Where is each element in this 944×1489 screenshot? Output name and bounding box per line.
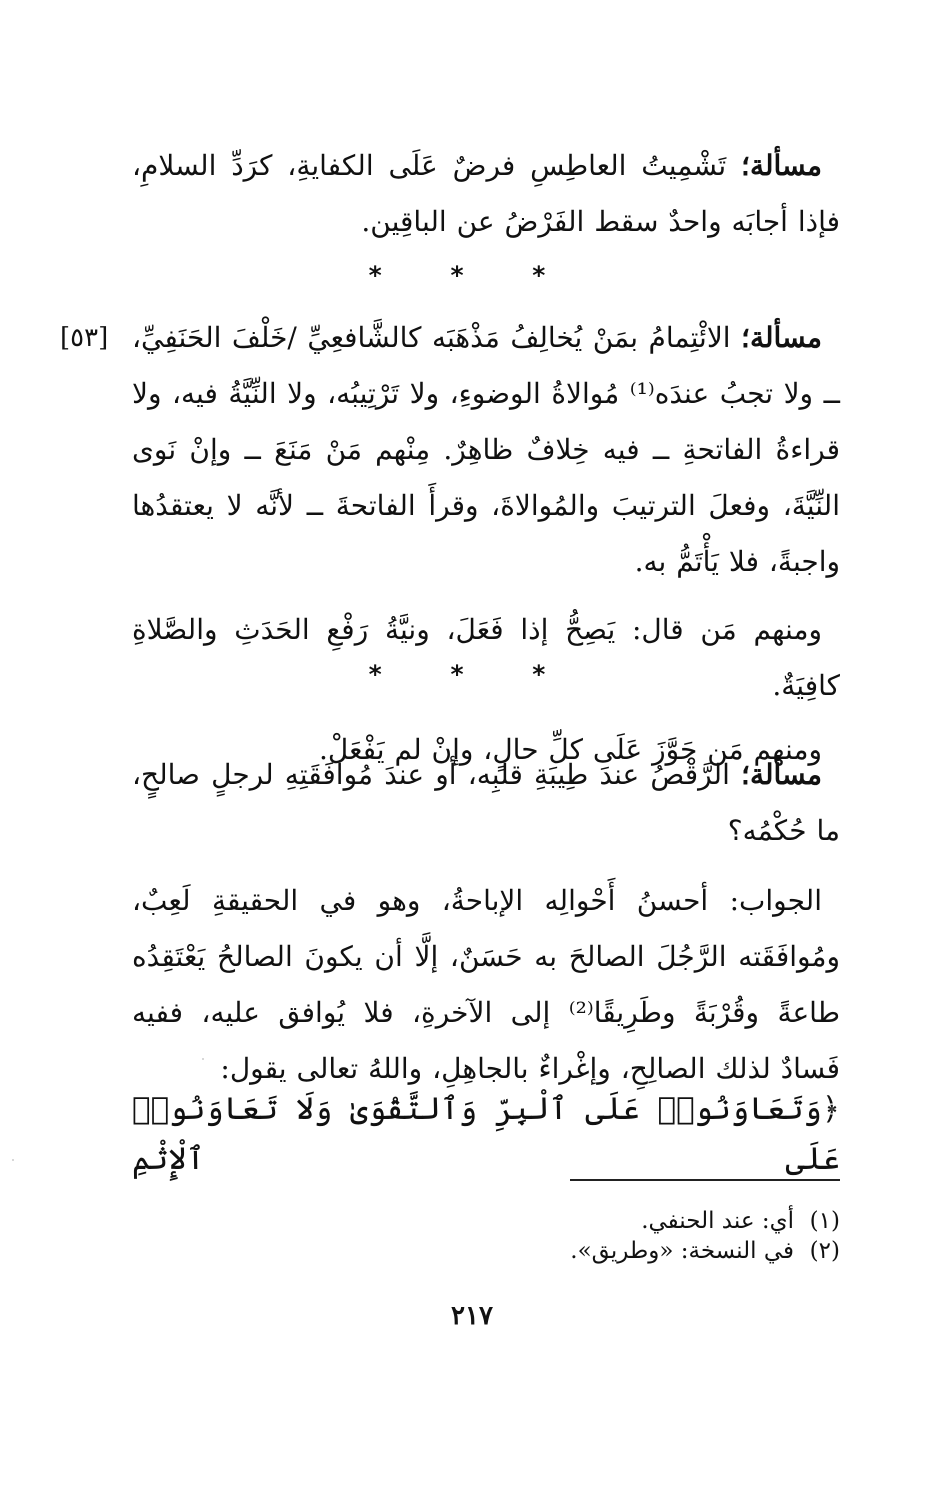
section-separator-2: * * * — [368, 660, 576, 689]
question-3 — [132, 747, 840, 1097]
question-2-lead: مسألة؛ — [741, 321, 822, 354]
page-number: ٢١٧ — [451, 1301, 493, 1331]
question-3-paragraph — [132, 747, 840, 859]
footnote-2 — [340, 1236, 840, 1266]
question-2-paragraph-2: ومنهم مَن قال: يَصِحُّ إذا فَعَلَ، ونيَّةُ رَفْعِ الحَدَثِ والصَّلاةِ كافِيَةٌ. — [132, 613, 840, 702]
question-2-paragraph-1 — [132, 310, 840, 590]
question-1-text: تَشْمِيتُ العاطِسِ فرضٌ عَلَى الكفايةِ، كرَدِّ السلامِ، فإذا أجابَه واحدٌ سقط الفَرْضُ عن الباقِين. — [132, 149, 840, 238]
question-1-lead: مسألة؛ — [741, 149, 822, 182]
footnote-text: أي: عند الحنفي. — [641, 1208, 794, 1234]
quran-quote: ﴿وَتَعَاوَنُوا۟ عَلَى ٱلْبِرِّ وَٱلتَّقْوَىٰ وَلَا تَعَاوَنُوا۟ عَلَى ٱلْإِثْمِ — [132, 1091, 840, 1177]
question-1 — [132, 138, 840, 250]
margin-page-marker: [٥٣] — [60, 323, 109, 353]
footnote-1 — [340, 1206, 840, 1236]
footnote-text: في النسخة: «وطريق». — [570, 1238, 794, 1264]
footnote-number: (١) — [809, 1208, 840, 1234]
question-2 — [132, 310, 840, 778]
question-3-text: الرَّقْصُ عندَ طِيبَةِ قلبِه، أو عندَ مُوافَقَتِهِ لرجلٍ صالحٍ، ما حُكْمُه؟ — [132, 758, 840, 847]
scan-speck — [12, 1159, 14, 1161]
footnotes — [340, 1206, 840, 1266]
answer-paragraph: الجواب: أحسنُ أَحْوالِه الإباحةُ، وهو في الحقيقةِ لَعِبٌ، ومُوافَقَته الرَّجُلَ الصالحَ به حَسَنٌ، إلَّا أن يكونَ الصالحُ يَعْتَقِدُه طاعةً وقُرْبَةً وطَرِيقًا⁽²⁾ إلى الآخرةِ، فلا يُوافق عليه، ففيه فَسادٌ لذلك الصالِحِ، وإغْراءٌ بالجاهِلِ، واللهُ تعالى يقول: — [132, 884, 840, 1085]
question-3-lead: مسألة؛ — [741, 758, 822, 791]
footnote-divider — [570, 1179, 840, 1181]
footnote-number: (٢) — [809, 1238, 840, 1264]
section-separator-1: * * * — [368, 261, 576, 290]
scan-speck — [202, 1058, 204, 1060]
question-2-paragraph-3: ومنهم مَن جَوَّزَ عَلَى كلِّ حالٍ، وإنْ لم يَفْعَلْ. — [319, 733, 822, 766]
question-2-text: الائْتِمامُ بمَنْ يُخالِفُ مَذْهَبَه كالشَّافعِيِّ /خَلْفَ الحَنَفِيِّ، ــ ولا تجبُ عندَه⁽¹⁾ مُوالاةُ الوضوءِ، ولا تَرْتِيبُه، ولا النِّيَّةُ فيه، ولا قراءةُ الفاتحةِ ــ فيه خِلافٌ ظاهِرٌ. مِنْهم مَنْ مَنَعَ ــ وإنْ نَوى النِّيَّةَ، وفعلَ الترتيبَ والمُوالاةَ، وقرأَ الفاتحةَ ــ لأنَّه لا يعتقدُها واجبةً، فلا يَأْتَمُّ به. — [132, 321, 840, 578]
